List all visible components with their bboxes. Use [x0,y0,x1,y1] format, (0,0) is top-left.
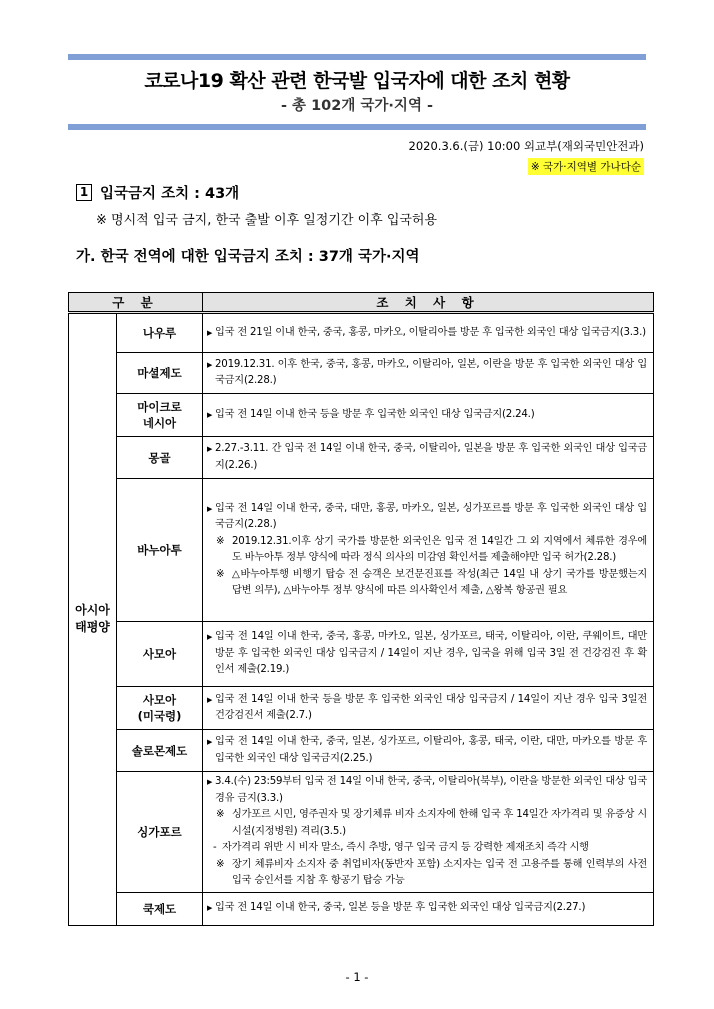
section-note: ※ 명시적 입국 금지, 한국 출발 이후 일정기간 이후 입국허용 [96,213,438,228]
measure-cell [203,394,654,437]
triangle-bullet-icon: ▶ [207,328,213,337]
region-label-line1: 아시아 [75,603,110,618]
country-name-line2: 네시아 [142,416,177,430]
section-number-box: 1 [76,184,92,201]
measure-text: 2019.12.31. 이후 한국, 중국, 홍콩, 마카오, 이탈리아, 일본, 이란을 방문 후 입국한 외국인 대상 입국금지(2.28.) [215,358,647,386]
header-bottom-bar [68,124,646,130]
measure-bullet [207,441,647,474]
section-heading [76,182,239,203]
measure-cell [203,772,654,893]
table-header-row [69,293,654,313]
country-name: 바누아투 [137,543,182,557]
measure-bullet [207,900,647,917]
measure-bullet [207,357,647,390]
measure-text: 싱가포르 시민, 영주권자 및 장기체류 비자 소지자에 한해 입국 후 14일간 자가격리 및 유증상 시 시설(지정병원) 격리(3.5.) [232,809,647,837]
reference-mark-icon: ※ [216,809,225,820]
measure-cell [203,687,654,730]
document-date: 2020.3.6.(금) 10:00 외교부(재외국민안전과) [408,139,644,153]
measure-text: 자가격리 위반 시 비자 말소, 즉시 추방, 영구 입국 금지 등 강력한 제재조치 즉각 시행 [222,842,589,853]
table-row [69,479,654,622]
header-category: 구 분 [69,293,203,313]
measure-text: 입국 전 14일 이내 한국 등을 방문 후 입국한 외국인 대상 입국금지 / 14일이 지난 경우 입국 3일전 건강검진서 제출(2.7.) [215,693,647,721]
table-row [69,687,654,730]
country-cell [117,622,203,687]
page-number: - 1 - [345,970,369,984]
country-name-line2: (미국령) [137,709,182,723]
reference-mark-icon: ※ [216,858,225,870]
triangle-bullet-icon: ▶ [207,445,213,453]
region-label-line2: 태평양 [75,620,110,635]
measure-cell [203,313,654,353]
country-cell [117,313,203,353]
country-cell [117,730,203,772]
section-title: 입국금지 조치 : 43개 [100,186,240,202]
triangle-bullet-icon: ▶ [207,633,213,642]
measure-dash [213,840,647,857]
measure-text: 입국 전 14일 이내 한국, 중국, 일본 등을 방문 후 입국한 외국인 대상 입국금지(2.27.) [215,902,586,914]
triangle-bullet-icon: ▶ [207,695,213,704]
reference-mark-icon: ※ [216,568,225,580]
reference-mark-icon: ※ [216,535,225,547]
measure-cell [203,892,654,925]
triangle-bullet-icon: ▶ [207,504,213,513]
country-name: 나우루 [142,326,177,340]
measure-text: 입국 전 14일 이내 한국 등을 방문 후 입국한 외국인 대상 입국금지(2.24.) [215,408,535,420]
measure-bullet [207,734,647,767]
measure-text: 입국 전 14일 이내 한국, 중국, 대만, 홍콩, 마카오, 일본, 싱가포르를 방문 후 입국한 외국인 대상 입국금지(2.28.) [215,502,647,530]
measure-cell [203,437,654,479]
measure-bullet [207,629,647,679]
measure-cell [203,479,654,622]
page-title: 코로나19 확산 관련 한국발 입국자에 대한 조치 현황 [144,70,570,92]
country-cell [117,437,203,479]
measure-bullet [207,501,647,534]
measure-text: △바누아투행 비행기 탑승 전 승객은 보건문진표를 작성(최근 14일 내 상기 국가를 방문했는지 답변 의무), △바누아투 정부 양식에 따른 의사확인서 제출, △왕복 항공권 필요 [232,568,647,596]
table-row [69,353,654,394]
region-cell [69,313,117,926]
measure-bullet [207,774,647,807]
country-name: 몽골 [148,450,171,465]
measure-bullet [207,407,647,424]
measure-note [216,534,647,567]
measure-note [216,857,647,890]
measure-note [216,807,647,840]
sort-order-note: ※ 국가·지역별 가나다순 [528,158,644,175]
dash-icon: - [213,842,217,853]
table-row [69,772,654,893]
table-row [69,313,654,353]
country-name: 마셜제도 [137,366,182,380]
country-name: 싱가포르 [137,824,182,839]
page-subtitle: - 총 102개 국가·지역 - [280,98,434,114]
triangle-bullet-icon: ▶ [207,410,213,419]
measure-text: 입국 전 14일 이내 한국, 중국, 홍콩, 마카오, 일본, 싱가포르, 태국, 이탈리아, 이란, 쿠웨이트, 대만 방문 후 입국한 외국인 대상 입국금지 / 14일이 지난 경우, 입국을 위해 입국 3일 전 건강검진 후 확인서 제출(2.19.) [215,631,647,676]
header-top-bar [68,54,646,60]
country-cell [117,687,203,730]
measure-text: 입국 전 21일 이내 한국, 중국, 홍콩, 마카오, 이탈리아를 방문 후 입국한 외국인 대상 입국금지(3.3.) [215,326,646,338]
measure-bullet [207,692,647,725]
measure-text: 장기 체류비자 소지자 중 취업비자(동반자 포함) 소지자는 입국 전 고용주를 통해 인력부의 사전 입국 승인서를 지참 후 항공기 탑승 가능 [232,858,647,886]
measure-bullet [207,325,647,342]
table-row [69,730,654,772]
country-cell [117,394,203,437]
country-cell [117,772,203,893]
subsection-title: 가. 한국 전역에 대한 입국금지 조치 : 37개 국가·지역 [76,249,420,265]
measure-text: 2.27.-3.11. 간 입국 전 14일 이내 한국, 중국, 이탈리아, 일본을 방문 후 입국한 외국인 대상 입국금지(2.26.) [215,443,647,471]
table-row [69,892,654,925]
measure-note [216,567,647,600]
measure-text: 입국 전 14일 이내 한국, 중국, 일본, 싱가포르, 이탈리아, 홍콩, 태국, 이란, 대만, 마카오를 방문 후 입국한 외국인 대상 입국금지(2.25.) [215,736,647,764]
country-name: 솔로몬제도 [131,743,188,758]
country-name: 쿡제도 [142,901,177,916]
header-measures: 조 치 사 항 [203,293,654,313]
triangle-bullet-icon: ▶ [207,738,213,746]
triangle-bullet-icon: ▶ [207,360,213,369]
country-cell [117,353,203,394]
country-name: 마이크로 [137,400,182,414]
measure-text: 2019.12.31.이후 상기 국가를 방문한 외국인은 입국 전 14일간 그 외 지역에서 체류한 경우에도 바누아투 정부 양식에 따라 정식 의사의 미감염 확인서를 제출해야만 입국 허가(2.28.) [232,535,647,563]
table-row [69,622,654,687]
triangle-bullet-icon: ▶ [207,904,213,913]
measure-cell [203,622,654,687]
table-row [69,394,654,437]
measure-cell [203,353,654,394]
country-cell [117,892,203,925]
measure-cell [203,730,654,772]
entry-ban-table [68,292,654,926]
country-name: 사모아 [142,647,177,661]
table-row [69,437,654,479]
measure-text: 3.4.(수) 23:59부터 입국 전 14일 이내 한국, 중국, 이탈리아(북부), 이란을 방문한 외국인 대상 입국경유 금지(3.3.) [215,776,647,804]
country-cell [117,479,203,622]
country-name: 사모아 [142,693,177,707]
table-body [69,313,654,926]
triangle-bullet-icon: ▶ [207,778,213,786]
